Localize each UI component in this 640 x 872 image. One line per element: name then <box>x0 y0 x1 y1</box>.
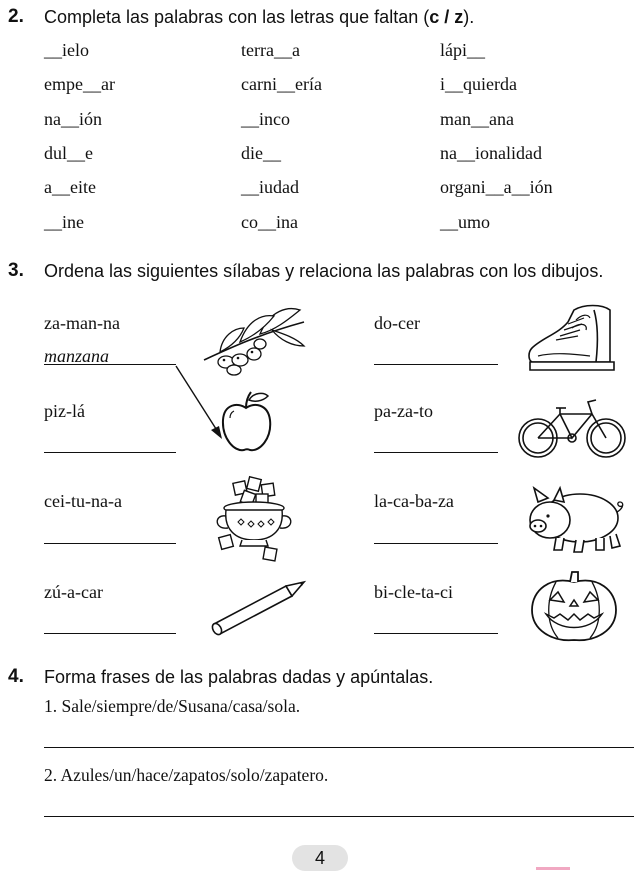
word-item: man__ana <box>440 109 514 129</box>
word-item: __inco <box>241 109 290 129</box>
apple-icon <box>218 390 274 456</box>
answer-line-7[interactable] <box>374 543 498 544</box>
instruction-text-start: Completa las palabras con las letras que faltan ( <box>44 7 430 27</box>
writing-line-1[interactable] <box>44 747 634 748</box>
word-item: na__ión <box>44 109 102 129</box>
word-item: terra__a <box>241 40 300 60</box>
exercise-3-number: 3. <box>8 260 24 281</box>
word-item: carni__ería <box>241 74 322 94</box>
word-item: co__ina <box>241 212 298 232</box>
page-number: 4 <box>292 845 348 871</box>
answer-line-8[interactable] <box>374 633 498 634</box>
pumpkin-icon <box>528 570 620 644</box>
olive-branch-icon <box>200 300 308 378</box>
letters-hint: c / z <box>429 7 464 27</box>
answer-line-6[interactable] <box>374 452 498 453</box>
word-item: __ine <box>44 212 84 232</box>
word-item: __umo <box>440 212 491 232</box>
sentence-2: 2. Azules/un/hace/zapatos/solo/zapatero. <box>44 765 329 785</box>
answer-line-5[interactable] <box>374 364 498 365</box>
exercise-2-instruction <box>44 7 474 28</box>
syllables-right-2: pa-za-to <box>374 401 433 421</box>
pencil-icon <box>204 580 308 638</box>
syllables-left-1: za-man-na <box>44 313 120 333</box>
word-item: __ielo <box>44 40 89 60</box>
answer-line-3[interactable] <box>44 543 176 544</box>
word-item: organi__a__ión <box>440 177 553 197</box>
exercise-2-number: 2. <box>8 6 24 27</box>
answer-line-4[interactable] <box>44 633 176 634</box>
exercise-4-number: 4. <box>8 666 24 687</box>
decorative-mark <box>536 867 570 870</box>
word-item: na__ionalidad <box>440 143 542 163</box>
syllables-right-4: bi-cle-ta-ci <box>374 582 453 602</box>
exercise-4-instruction: Forma frases de las palabras dadas y apúntalas. <box>44 667 434 687</box>
example-answer: manzana <box>44 346 110 366</box>
word-item: i__quierda <box>440 74 517 94</box>
syllables-right-3: la-ca-ba-za <box>374 491 454 511</box>
word-item: a__eite <box>44 177 96 197</box>
word-item: die__ <box>241 143 281 163</box>
boot-icon <box>524 300 620 378</box>
word-item: empe__ar <box>44 74 115 94</box>
syllables-left-4: zú-a-car <box>44 582 103 602</box>
exercise-3-instruction: Ordena las siguientes sílabas y relaciona las palabras con los dibujos. <box>44 261 604 281</box>
bicycle-icon <box>516 392 628 462</box>
answer-line-1[interactable] <box>44 364 176 365</box>
instruction-text-end: ). <box>463 7 475 27</box>
syllables-right-1: do-cer <box>374 313 420 333</box>
word-item: lápi__ <box>440 40 485 60</box>
answer-line-2[interactable] <box>44 452 176 453</box>
word-item: __iudad <box>241 177 299 197</box>
writing-line-2[interactable] <box>44 816 634 817</box>
syllables-left-2: piz-lá <box>44 401 85 421</box>
sentence-1: 1. Sale/siempre/de/Susana/casa/sola. <box>44 696 301 716</box>
syllables-left-3: cei-tu-na-a <box>44 491 122 511</box>
pig-icon <box>520 480 626 556</box>
word-item: dul__e <box>44 143 93 163</box>
sugar-bowl-icon <box>212 474 296 564</box>
